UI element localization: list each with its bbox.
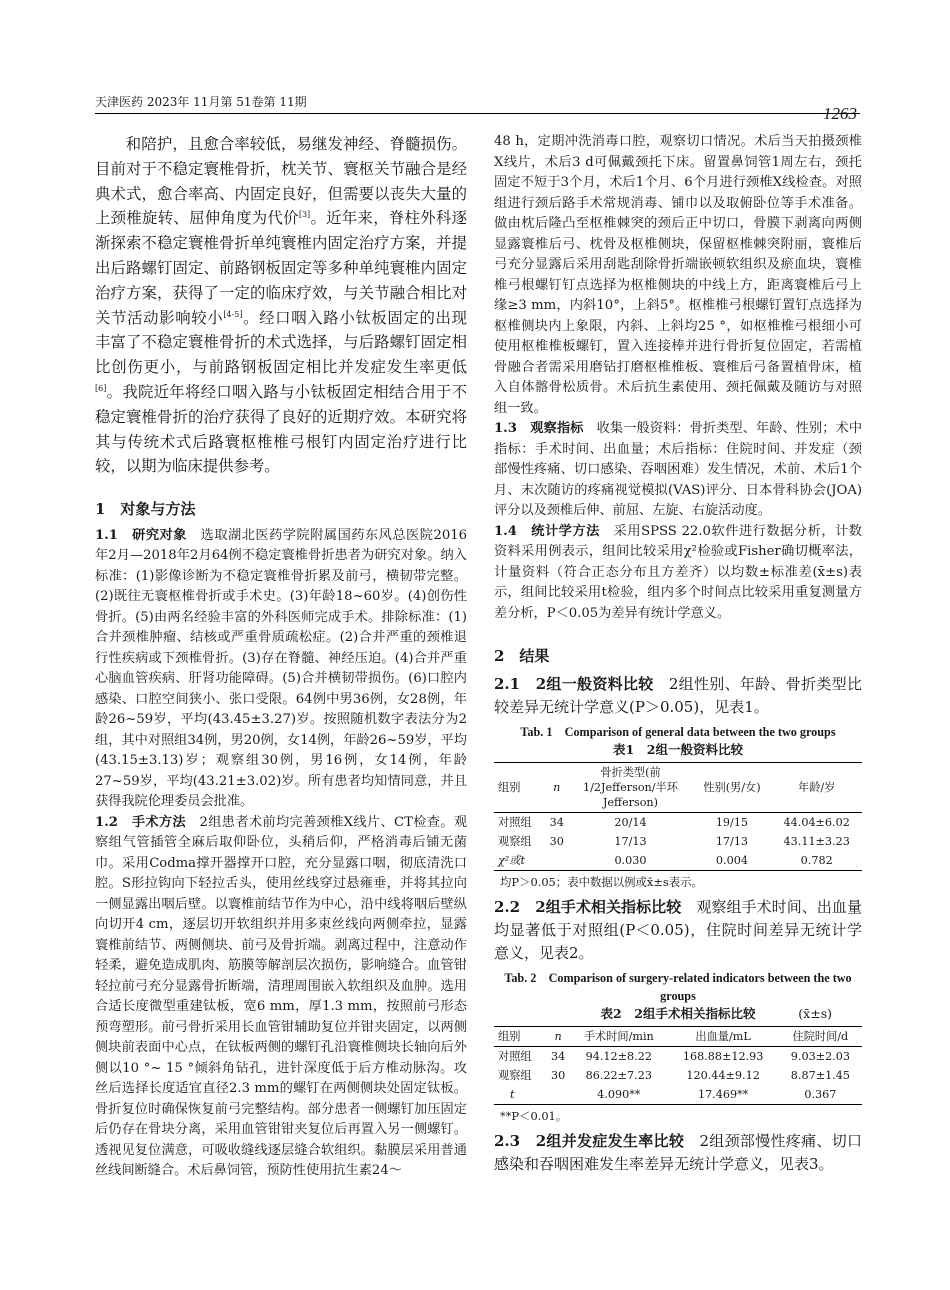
subsection-1-3-heading: 1.3 观察指标 bbox=[494, 421, 584, 436]
result-2-3-heading: 2.3 2组并发症发生率比较 bbox=[494, 1131, 685, 1150]
table-row bbox=[494, 851, 862, 871]
table-cell: 43.11±3.23 bbox=[783, 834, 850, 848]
table-1-title-en: Tab. 1 Comparison of general data between the two groups bbox=[520, 724, 836, 739]
subsection-1-1-heading: 1.1 研究对象 bbox=[95, 527, 187, 543]
table-1-header: 年龄/岁 bbox=[798, 780, 836, 794]
subsection-1-2-continued: 48 h，定期冲洗消毒口腔，观察切口情况。术后当天拍摄颈椎X线片，术后3 d可佩戴颈托下床。留置鼻饲管1周左右，颈托固定不短于3个月，术后1个月、6个月进行颈椎X线检查。对照组进行颈后路手术常规消毒、铺巾以及取俯卧位等手术准备。做由枕后隆凸至枢椎棘突的颈后正中切口，骨膜下剥离向两侧显露寰椎后弓、枕骨及枢椎侧块，保留枢椎棘突附丽，寰椎后弓充分显露后采用刮匙刮除骨折端嵌顿软组织及瘀血块，寰椎椎弓根螺钉钉点选择为枢椎侧块的中线上方，距离寰椎后弓上缘≥3 mm，内斜10°，上斜5°。枢椎椎弓根螺钉置钉点选择为枢椎侧块内上象限，内斜、上斜均25 °，如枢椎椎弓根细小可使用枢椎椎板螺钉，置入连接棒并进行骨折复位固定，若需植骨融合者需采用磨钻打磨枢椎椎板、寰椎后弓备置植骨床，植入自体髂骨松质骨。术后抗生素使用、颈托佩戴及随访与对照组一致。 bbox=[494, 134, 862, 416]
journal-header: 天津医药 2023年 11月第 51卷第 11期 bbox=[95, 95, 307, 109]
table-cell: 17/13 bbox=[614, 834, 647, 848]
table-cell: 观察组 bbox=[498, 1068, 532, 1082]
subsection-1-1-text: 选取湖北医药学院附属国药东风总医院2016年2月—2018年2月64例不稳定寰椎骨折患者为研究对象。纳入标准：(1)影像诊断为不稳定寰椎骨折累及前弓，横韧带完整。(2)既往无寰枢椎骨折或手术史。(3)年龄18~60岁。(4)创伤性骨折。(5)由两名经验丰富的外科医师完成手术。排除标准：(1)合并颈椎肿瘤、结核或严重骨质疏松症。(2)合并严重的颈椎退行性疾病或下颈椎骨折。(3)存在脊髓、神经压迫。(4)合并严重心脑血管疾病、肝肾功能障碍。(5)合并横韧带损伤。(6)口腔内感染、口腔空间狭小、张口受限。64例中男36例，女28例，年龄26~59岁，平均(43.45±3.27)岁。按照随机数字表法分为2组，其中对照组34例，男20例，女14例，年龄26~59岁，平均(43.15±3.13)岁；观察组30例，男16例，女14例，年龄27~59岁，平均(43.21±3.02)岁。所有患者均知情同意，并且获得我院伦理委员会批准。 bbox=[95, 527, 468, 810]
table-2-header: n bbox=[554, 1029, 562, 1043]
subsection-1-3-text: 收集一般资料：骨折类型、年龄、性别；术中指标：手术时间、出血量；术后指标：住院时间、并发症（颈部慢性疼痛、切口感染、吞咽困难）发生情况，术前、术后1个月、末次随访的疼痛视觉模拟(VAS)评分、日本骨科协会(JOA)评分以及颈椎后伸、前屈、左旋、右旋活动度。 bbox=[494, 421, 863, 518]
table-1-header: 性别(男/女) bbox=[703, 780, 761, 794]
page-number: 1263 bbox=[823, 104, 857, 123]
ref-3: [3] bbox=[298, 210, 311, 220]
table-cell: 120.44±9.12 bbox=[686, 1068, 760, 1082]
result-2-2-heading: 2.2 2组手术相关指标比较 bbox=[494, 897, 682, 916]
header-rule bbox=[95, 113, 860, 114]
table-2-title-en: Tab. 2 Comparison of surgery-related indicators between the two groups bbox=[504, 970, 852, 1003]
table-cell: χ²或t bbox=[498, 853, 525, 867]
table-cell: 对照组 bbox=[498, 1049, 532, 1063]
table-1-header-row bbox=[494, 762, 862, 812]
right-column bbox=[494, 132, 862, 1176]
table-1 bbox=[494, 762, 862, 871]
table-cell: 19/15 bbox=[715, 815, 749, 829]
table-1-header: n bbox=[553, 780, 561, 794]
subsection-1-2 bbox=[95, 813, 467, 1182]
ref-4-5: [4-5] bbox=[223, 309, 243, 319]
table-row bbox=[494, 832, 862, 851]
table-cell: 17.469** bbox=[697, 1087, 749, 1101]
result-2-2-text: 观察组手术时间、出血量均显著低于对照组(P＜0.05)，住院时间差异无统计学意义，见表2。 bbox=[494, 897, 862, 962]
subsection-1-3 bbox=[494, 419, 862, 522]
result-2-1-text: 2组性别、年龄、骨折类型比较差异无统计学意义(P＞0.05)，见表1。 bbox=[494, 674, 862, 716]
table-cell: 34 bbox=[550, 1049, 566, 1063]
table-cell: 34 bbox=[549, 815, 564, 829]
intro-paragraph bbox=[95, 132, 467, 479]
table-cell: 0.782 bbox=[800, 853, 833, 867]
table-2-header: 出血量/mL bbox=[695, 1029, 751, 1043]
table-cell: 4.090** bbox=[597, 1087, 641, 1101]
table-row bbox=[494, 1085, 862, 1105]
table-1-header: 骨折类型(前1/2Jefferson/半环Jefferson) bbox=[583, 765, 678, 809]
table-cell: 30 bbox=[550, 1068, 566, 1082]
table-cell: 0.004 bbox=[715, 853, 748, 867]
table-2 bbox=[494, 1026, 862, 1105]
table-cell: 对照组 bbox=[498, 815, 532, 829]
table-cell: 0.367 bbox=[804, 1087, 837, 1101]
intro-text-c: 。经口咽入路小钛板固定的出现丰富了不稳定寰椎骨折的术式选择，与后路螺钉固定相比创伤更小，与前路钢板固定相比并发症发生率更低 bbox=[95, 308, 467, 377]
intro-text-d: 。我院近年将经口咽入路与小钛板固定相结合用于不稳定寰椎骨折的治疗获得了良好的近期疗效。本研究将其与传统术式后路寰枢椎椎弓根钉内固定治疗进行比较，以期为临床提供参考。 bbox=[95, 382, 467, 476]
table-2-title-row bbox=[494, 1005, 862, 1023]
section-2-heading: 2 结果 bbox=[494, 647, 550, 665]
table-cell bbox=[545, 851, 569, 871]
subsection-1-4-text: 采用SPSS 22.0软件进行数据分析，计数资料采用例表示，组间比较采用χ²检验或Fisher确切概率法，计量资料（符合正态分布且方差齐）以均数±标准差(x̄±s)表示，组间比较采用t检验，组内多个时间点比较采用重复测量方差分析，P＜0.05为差异有统计学意义。 bbox=[494, 523, 862, 621]
table-row bbox=[494, 1066, 862, 1085]
table-2-unit: (x̄±s) bbox=[798, 1005, 832, 1021]
result-2-2 bbox=[494, 896, 862, 965]
table-cell: 94.12±8.22 bbox=[585, 1049, 652, 1063]
table-1-note: 均P＞0.05；表中数据以例或x̄±s表示。 bbox=[500, 874, 703, 889]
table-cell: t bbox=[510, 1087, 515, 1101]
result-2-3-text: 2组颈部慢性疼痛、切口感染和吞咽困难发生率差异无统计学意义，见表3。 bbox=[494, 1131, 862, 1173]
result-2-3 bbox=[494, 1130, 862, 1176]
table-2-note: **P＜0.01。 bbox=[500, 1108, 568, 1123]
intro-text-a: 和陪护，且愈合率较低，易继发神经、脊髓损伤。目前对于不稳定寰椎骨折，枕关节、寰枢关节融合是经典术式，愈合率高、内固定良好，但需要以丧失大量的上颈椎旋转、屈伸角度为代价 bbox=[95, 135, 467, 228]
ref-6: [6] bbox=[95, 383, 107, 393]
table-row bbox=[494, 812, 862, 832]
subsection-1-2-heading: 1.2 手术方法 bbox=[95, 814, 186, 830]
table-cell: 168.88±12.93 bbox=[682, 1049, 764, 1063]
subsection-1-2-text: 2组患者术前均完善颈椎X线片、CT检查。观察组气管插管全麻后取仰卧位，头稍后仰，严格消毒后铺无菌巾。采用Codma撑开器撑开口腔，充分显露口咽，彻底清洗口腔。S形拉钩向下轻拉舌头，使用丝线穿过悬雍垂，并将其拉向一侧显露出咽后壁。以寰椎前结节作为中心，沿中线将咽后壁纵向切开4 cm，逐层切开软组织并用多束丝线向两侧牵拉，显露寰椎前结节、两侧侧块、前弓及骨折端。剥离过程中，注意动作轻柔，避免造成肌肉、筋膜等解剖层次损伤，影响缝合。血管钳轻拉前弓充分显露骨折断端，清理周围嵌入软组织及血肿。选用合适长度微型重建钛板，宽6 mm，厚1.3 mm，按照前弓形态预弯塑形。前弓骨折采用长血管钳辅助复位并钳夹固定，以两侧侧块前表面中心点，在钛板两侧的螺钉孔沿寰椎侧块长轴向后外侧以10 °~ 15 °倾斜角钻孔，进针深度低于后方椎动脉沟。攻丝后选择长度适宜直径2.3 mm的螺钉在两侧侧块处固定钛板。骨折复位时确保恢复前弓完整结构。部分患者一侧螺钉加压固定后仍存在骨块分离，采用血管钳钳夹复位后再置入另一侧螺钉。透视见复位满意，可吸收缝线逐层缝合软组织。黏膜层采用普通丝线间断缝合。术后鼻饲管，预防性使用抗生素24～ bbox=[95, 814, 468, 1179]
table-cell: 44.04±6.02 bbox=[783, 815, 850, 829]
subsection-1-4-heading: 1.4 统计学方法 bbox=[494, 523, 600, 539]
table-2-title-cn: 表2 2组手术相关指标比较 bbox=[600, 1005, 756, 1021]
table-cell: 86.22±7.23 bbox=[585, 1068, 652, 1082]
table-2-header: 手术时间/min bbox=[583, 1029, 654, 1043]
table-2-header: 组别 bbox=[498, 1029, 521, 1043]
table-cell: 20/14 bbox=[614, 815, 647, 829]
subsection-1-1 bbox=[95, 526, 467, 813]
table-cell: 30 bbox=[549, 834, 564, 848]
subsection-1-4 bbox=[494, 522, 862, 625]
table-1-header: 组别 bbox=[498, 780, 521, 794]
section-1-heading: 1 对象与方法 bbox=[95, 500, 196, 519]
intro-text-b: 。近年来，脊柱外科逐渐探索不稳定寰椎骨折单纯寰椎内固定治疗方案，并提出后路螺钉固定、前路钢板固定等多种单纯寰椎内固定治疗方案，获得了一定的临床疗效，与关节融合相比对关节活动影响较小 bbox=[95, 209, 467, 327]
table-cell: 17/13 bbox=[715, 834, 749, 848]
left-column bbox=[95, 132, 467, 1182]
result-2-1 bbox=[494, 673, 862, 719]
table-2-header-row bbox=[494, 1026, 862, 1046]
table-cell: 8.87±1.45 bbox=[790, 1068, 850, 1082]
table-2-header: 住院时间/d bbox=[792, 1029, 849, 1043]
table-cell: 观察组 bbox=[498, 834, 532, 848]
table-row bbox=[494, 1046, 862, 1066]
table-cell: 9.03±2.03 bbox=[790, 1049, 850, 1063]
table-cell bbox=[546, 1085, 570, 1105]
table-cell: 0.030 bbox=[614, 853, 647, 867]
table-1-title-cn: 表1 2组一般资料比较 bbox=[613, 741, 743, 757]
result-2-1-heading: 2.1 2组一般资料比较 bbox=[494, 674, 654, 693]
